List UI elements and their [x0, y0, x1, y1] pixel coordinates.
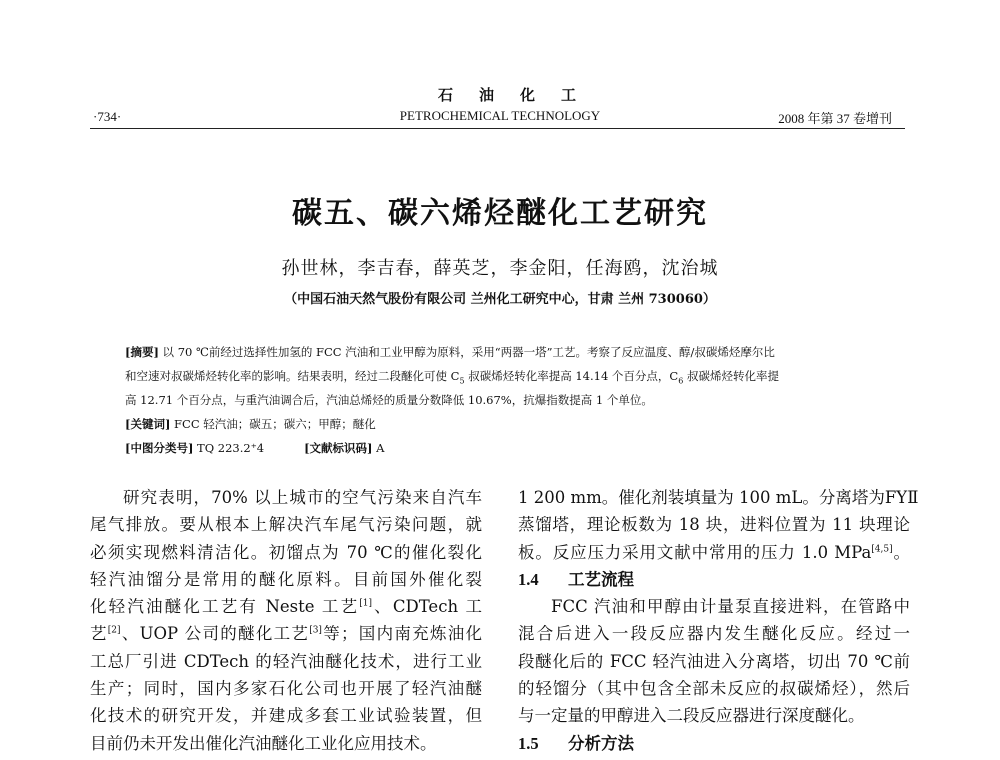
body-line: 尾气排放。要从根本上解决汽车尾气污染问题，就 — [90, 515, 482, 535]
body-line: 1 200 mm。催化剂装填量为 100 mL。分离塔为FYⅡ — [518, 488, 919, 507]
section-title: 分析方法 — [568, 733, 634, 753]
body-line — [90, 593, 482, 620]
subscript: 5 — [459, 376, 465, 386]
header-rule — [90, 128, 905, 129]
text: 艺 — [90, 624, 108, 644]
abstract-line: 高 12.71 个百分点，与重汽油调合后，汽油总烯烃的质量分数降低 10.67%，抗爆指数提高 1 个单位。 — [125, 393, 653, 407]
journal-name-en: PETROCHEMICAL TECHNOLOGY — [399, 108, 601, 123]
subscript: 6 — [678, 376, 684, 386]
citation[interactable]: [2] — [107, 625, 121, 636]
body-line: 工总厂引进 CDTech 的轻汽油醚化技术，进行工业 — [90, 651, 482, 671]
body-line: 蒸馏塔，理论板数为 18 块，进料位置为 11 块理论 — [518, 515, 910, 535]
citation[interactable]: [4,5] — [871, 544, 893, 555]
body-line — [90, 620, 482, 647]
section-heading-1-5 — [518, 730, 910, 757]
section-number: 1.5 — [518, 733, 539, 753]
body-line: 段醚化后的 FCC 轻汽油进入分离塔，切出 70 ℃前 — [518, 651, 910, 671]
affiliation: （中国石油天然气股份有限公司 兰州化工研究中心，甘肃 兰州 730060） — [284, 292, 716, 307]
body-line: 研究表明，70% 以上城市的空气污染来自汽车 — [123, 488, 482, 507]
text: 、UOP 公司的醚化工艺 — [120, 624, 310, 644]
text: 板。反应压力采用文献中常用的压力 1.0 MPa — [518, 542, 872, 562]
body-line: 化技术的研究开发，并建成多套工业试验装置，但 — [90, 706, 482, 726]
keywords-text: FCC 轻汽油；碳五；碳六；甲醇；醚化 — [170, 417, 376, 431]
journal-name-cn: 石油化工 — [437, 86, 602, 104]
text: 化轻汽油醚化工艺有 Neste 工艺 — [90, 597, 360, 617]
section-heading-1-4 — [518, 566, 910, 593]
clc-value: TQ 223.2⁺4 — [193, 441, 265, 455]
abstract-block — [125, 340, 880, 460]
left-column — [90, 484, 482, 757]
body-line: 目前仍未开发出催化汽油醚化工业化应用技术。 — [90, 733, 437, 753]
body-line: 生产；同时，国内多家石化公司也开展了轻汽油醚 — [90, 679, 482, 699]
volume-info: 2008 年第 37 卷增刊 — [778, 111, 892, 126]
body-line: 混合后进入一段反应器内发生醚化反应。经过一 — [518, 624, 910, 644]
body-line: 与一定量的甲醇进入二段反应器进行深度醚化。 — [518, 706, 865, 726]
abstract-text: 以 70 ℃前经过选择性加氢的 FCC 汽油和工业甲醇为原料，采用“两器一塔”工艺。考察了反应温度、醇/叔碳烯烃摩尔比 — [158, 345, 775, 359]
right-column — [518, 484, 919, 757]
abstract-line — [125, 340, 880, 364]
abstract-text: 叔碳烯烃转化率提 — [683, 369, 779, 383]
body-line: 轻汽油馏分是常用的醚化原料。目前国外催化裂 — [90, 569, 482, 589]
article-title: 碳五、碳六烯烃醚化工艺研究 — [292, 196, 708, 231]
text: 、CDTech 工 — [372, 597, 482, 617]
body-line: 的轻馏分（其中包含全部未反应的叔碳烯烃），然后 — [518, 679, 910, 699]
body-line: 必须实现燃料清洁化。初馏点为 70 ℃的催化裂化 — [90, 542, 482, 562]
classification — [125, 436, 880, 460]
text: 等；国内南充炼油化 — [321, 624, 483, 644]
doc-code-label: [文献标识码] — [304, 441, 373, 455]
abstract-text: 和空速对叔碳烯烃转化率的影响。结果表明，经过二段醚化可使 C — [125, 369, 460, 383]
page-number: ·734· — [93, 109, 122, 124]
section-number: 1.4 — [518, 569, 539, 589]
keywords-label: [关键词] — [125, 417, 171, 431]
doc-code-value: A — [372, 441, 385, 455]
citation[interactable]: [3] — [309, 625, 322, 636]
authors: 孙世林，李吉春，薛英芝，李金阳，任海鸥，沈治城 — [281, 258, 719, 279]
body-line — [518, 539, 910, 566]
clc-label: [中图分类号] — [125, 441, 194, 455]
text: 。 — [892, 542, 910, 562]
citation[interactable]: [1] — [359, 598, 373, 609]
keywords — [125, 412, 880, 436]
body-line: FCC 汽油和甲醇由计量泵直接进料，在管路中 — [551, 597, 910, 617]
abstract-line — [125, 364, 880, 388]
section-title: 工艺流程 — [568, 569, 634, 589]
abstract-label: [摘要] — [125, 345, 159, 359]
abstract-text: 叔碳烯烃转化率提高 14.14 个百分点，C — [464, 369, 679, 383]
